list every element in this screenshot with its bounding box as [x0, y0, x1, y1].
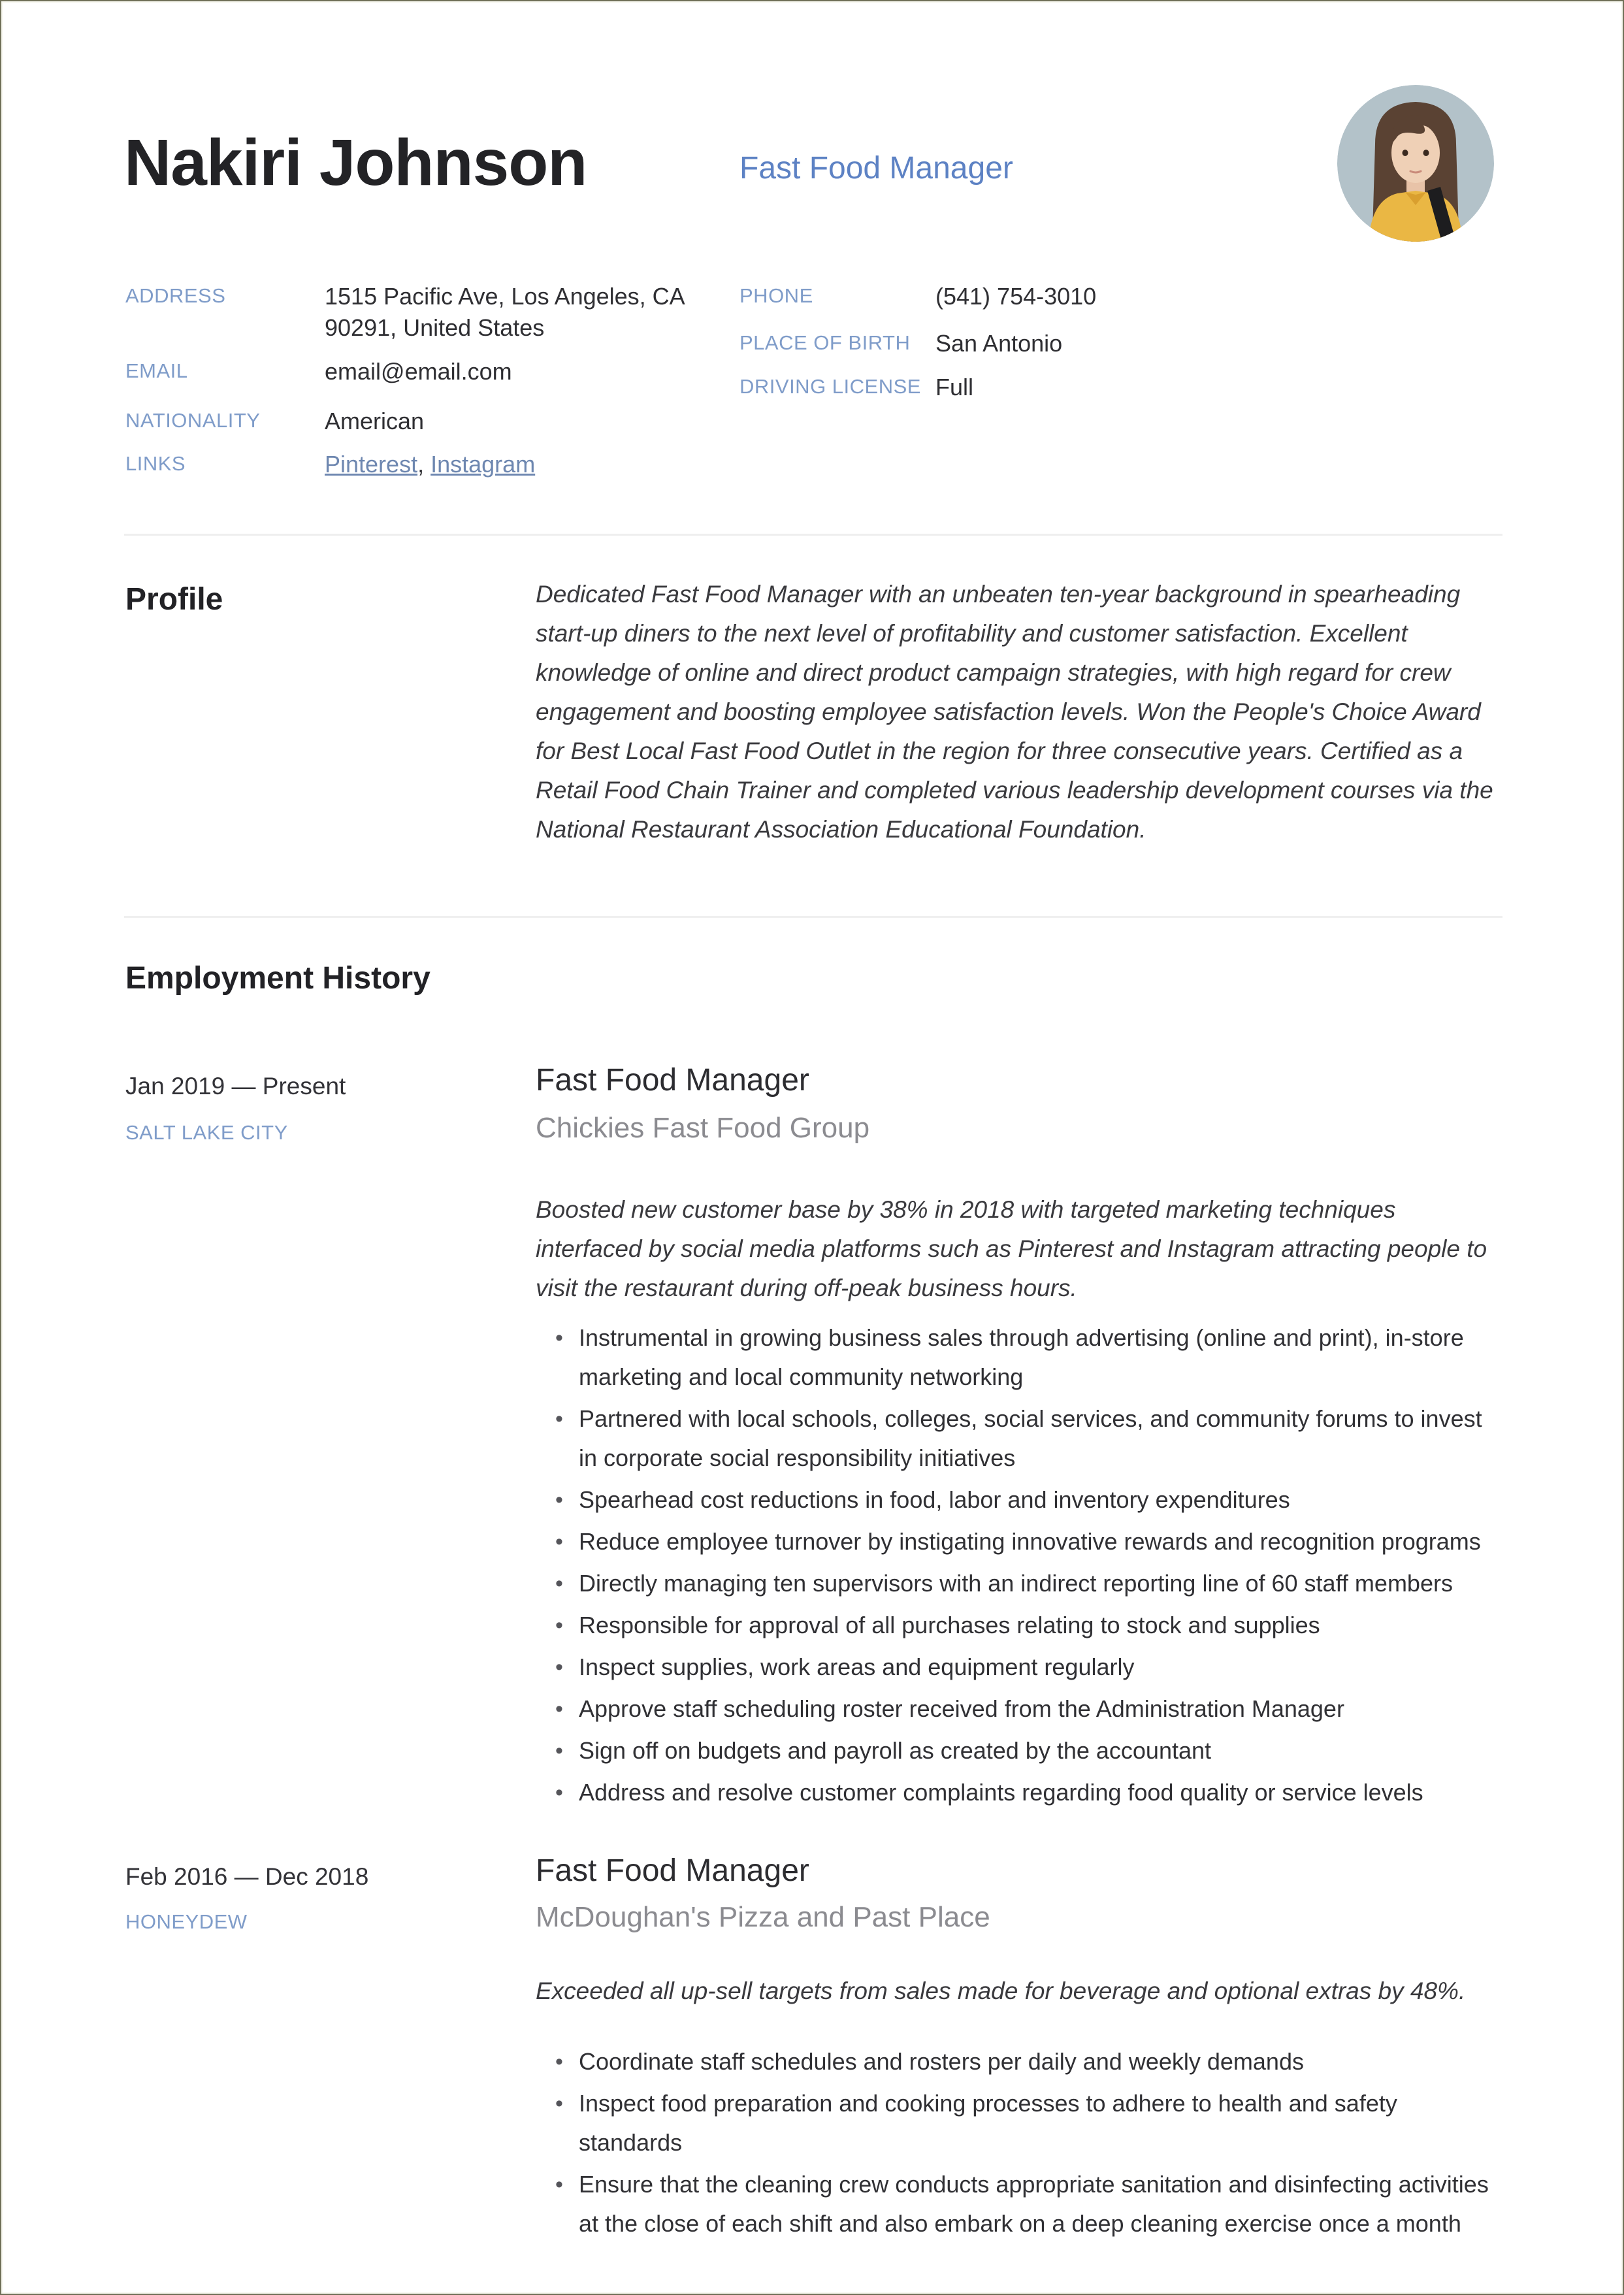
- bullet-item: • Reduce employee turnover by instigating innovative rewards and recognition programs: [536, 1522, 1501, 1561]
- section-divider: [124, 916, 1502, 918]
- contact-row-license: [739, 372, 1458, 403]
- license-value: Full: [935, 374, 974, 400]
- entry-job-title: Fast Food Manager: [536, 1063, 809, 1098]
- contact-row-phone: [739, 281, 1458, 312]
- license-label: DRIVING LICENSE: [739, 375, 921, 398]
- profile-text: Dedicated Fast Food Manager with an unbeaten ten-year background in spearheading start-up diners to the next level of profitability and customer satisfaction. Excellent knowledge of online and direct product campaign strategies, with high regard for crew engagement and boosting employee satisfaction levels. Won the People's Choice Award for Best Local Fast Food Outlet in the region for three consecutive years. Certified as a Retail Food Chain Trainer and completed various leadership development courses via the National Restaurant Association Educational Foundation.: [536, 581, 1493, 843]
- phone-label: PHONE: [739, 284, 813, 307]
- bullet-item: • Responsible for approval of all purchases relating to stock and supplies: [536, 1606, 1501, 1645]
- profile-photo-illustration: [1337, 85, 1494, 242]
- contact-row-address: [125, 281, 733, 344]
- bullet-item: • Directly managing ten supervisors with an indirect reporting line of 60 staff members: [536, 1564, 1501, 1603]
- person-name: Nakiri Johnson: [124, 126, 587, 199]
- bullet-item: • Ensure that the cleaning crew conducts appropriate sanitation and disinfecting activities at the close of each shift and also embark on a deep cleaning exercise once a month: [536, 2165, 1501, 2243]
- entry-location: SALT LAKE CITY: [125, 1121, 288, 1144]
- profile-heading: Profile: [125, 582, 223, 617]
- contact-row-birthplace: [739, 328, 1458, 359]
- pinterest-link[interactable]: Pinterest: [325, 451, 418, 478]
- bullet-item: • Instrumental in growing business sales through advertising (online and print), in-store marketing and local community networking: [536, 1318, 1501, 1397]
- employment-heading: Employment History: [125, 961, 430, 996]
- links-separator: ,: [417, 451, 425, 478]
- entry-dates: Jan 2019 — Present: [125, 1073, 346, 1099]
- entry-job-title: Fast Food Manager: [536, 1853, 809, 1888]
- entry-dates: Feb 2016 — Dec 2018: [125, 1863, 369, 1890]
- links-value: [325, 449, 704, 480]
- birthplace-label: PLACE OF BIRTH: [739, 331, 911, 354]
- contact-row-links: [125, 449, 733, 480]
- entry-summary: Exceeded all up-sell targets from sales made for beverage and optional extras by 48%.: [536, 1978, 1466, 2004]
- contact-row-email: [125, 356, 733, 387]
- nationality-label: NATIONALITY: [125, 409, 261, 432]
- birthplace-value: San Antonio: [935, 330, 1063, 357]
- entry-company: Chickies Fast Food Group: [536, 1112, 870, 1144]
- entry-summary: Boosted new customer base by 38% in 2018 with targeted marketing techniques interfaced by social media platforms such as Pinterest and Instagram attracting people to visit the restaurant during off-peak business hours.: [536, 1196, 1487, 1301]
- links-label: LINKS: [125, 452, 186, 475]
- bullet-item: • Sign off on budgets and payroll as created by the accountant: [536, 1731, 1501, 1770]
- bullet-item: • Address and resolve customer complaints regarding food quality or service levels: [536, 1773, 1501, 1812]
- entry-bullet-list: [536, 2042, 1501, 2246]
- entry-company: McDoughan's Pizza and Past Place: [536, 1901, 990, 1933]
- bullet-item: • Inspect food preparation and cooking processes to adhere to health and safety standards: [536, 2084, 1501, 2162]
- bullet-item: • Inspect supplies, work areas and equipment regularly: [536, 1648, 1501, 1687]
- bullet-item: • Approve staff scheduling roster received from the Administration Manager: [536, 1689, 1501, 1729]
- bullet-item: • Spearhead cost reductions in food, labor and inventory expenditures: [536, 1480, 1501, 1520]
- instagram-link[interactable]: Instagram: [430, 451, 536, 478]
- bullet-item: • Coordinate staff schedules and rosters per daily and weekly demands: [536, 2042, 1501, 2081]
- profile-photo: [1337, 85, 1494, 242]
- contact-row-nationality: [125, 406, 733, 437]
- address-label: ADDRESS: [125, 284, 226, 307]
- phone-value: (541) 754-3010: [935, 283, 1097, 310]
- address-value: 1515 Pacific Ave, Los Angeles, CA 90291, United States: [325, 283, 684, 341]
- email-label: EMAIL: [125, 359, 188, 382]
- email-value: email@email.com: [325, 358, 512, 385]
- entry-location: HONEYDEW: [125, 1910, 248, 1933]
- person-job-title: Fast Food Manager: [739, 151, 1013, 186]
- bullet-item: • Partnered with local schools, colleges, social services, and community forums to invest in corporate social responsibility initiatives: [536, 1399, 1501, 1478]
- nationality-value: American: [325, 408, 425, 434]
- entry-bullet-list: [536, 1318, 1501, 1815]
- section-divider: [124, 534, 1502, 536]
